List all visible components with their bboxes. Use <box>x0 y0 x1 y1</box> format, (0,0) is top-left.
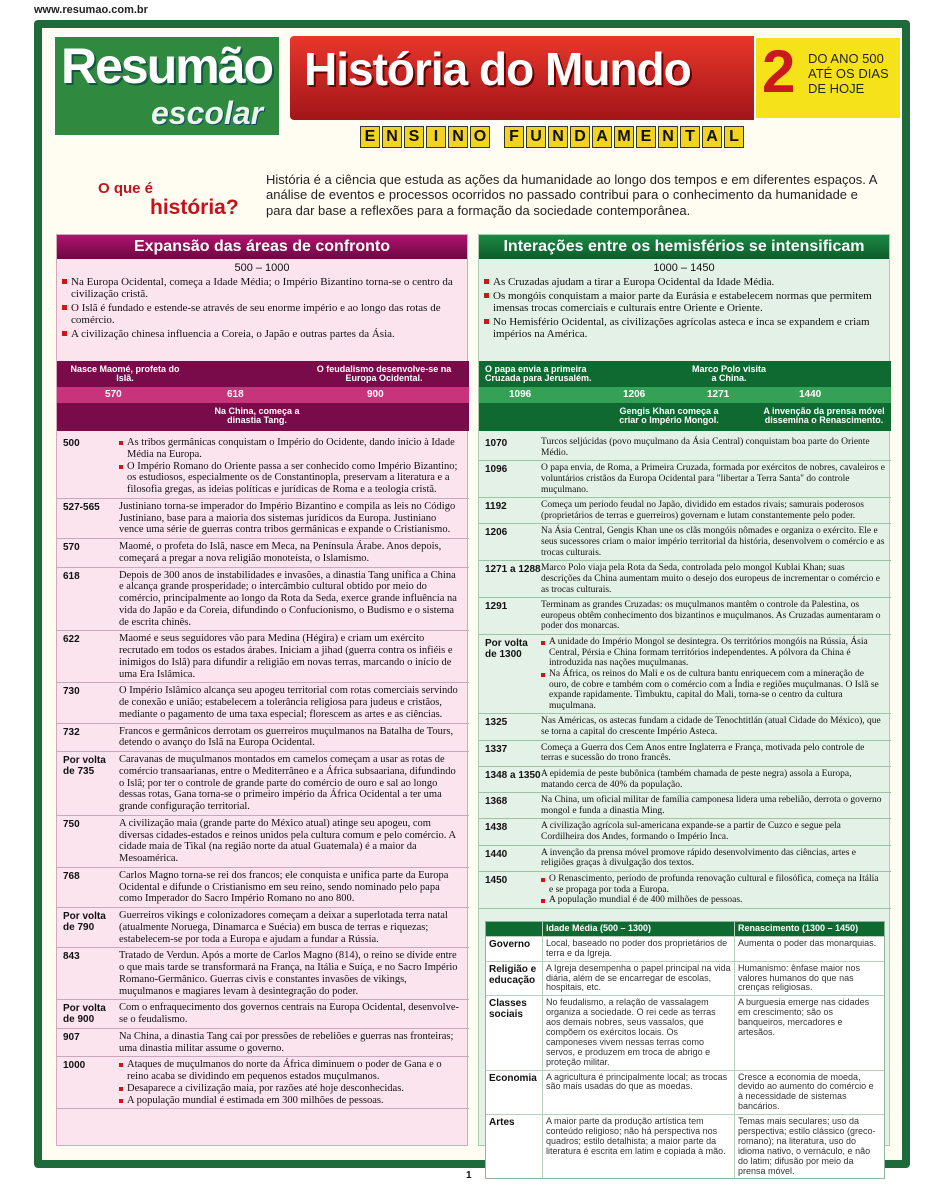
event-text: Na China, a dinastia Tang cai por pressões de rebeliões e guerras nas fronteiras; uma dinastia militar assume o governo. <box>119 1030 454 1054</box>
event-year: 1368 <box>485 796 508 808</box>
comparison-medieval: A agricultura é principalmente local; as trocas são mais usadas do que as moedas. <box>542 1071 734 1115</box>
event-row <box>57 683 469 723</box>
event-text: Com o enfraquecimento dos governos centrais na Europa Ocidental, desenvolve-se o feudalismo. <box>119 1002 459 1025</box>
event-row <box>57 752 469 816</box>
comparison-key: Governo <box>489 938 531 950</box>
timeline-label: A invenção da prensa móvel dissemina o Renascimento. <box>763 406 885 426</box>
event-year: 730 <box>63 686 80 698</box>
event-text: Turcos seljúcidas (povo muçulmano da Ásia Central) conquistam boa parte do Oriente Médio. <box>541 437 870 458</box>
event-row <box>479 461 891 498</box>
comparison-col-renaissance: Renascimento (1300 – 1450) <box>734 922 884 936</box>
comparison-col-medieval: Idade Média (500 – 1300) <box>542 922 734 936</box>
level-banner <box>360 126 744 148</box>
event-bullet: Na África, os reinos do Mali e os de cultura bantu enriquecem com a mineração de ouro, de cobre e também com o comércio com a Índia e regiões muçulmanas. O Islã se expande rapidamente. Timbuktu, capital do Mali, torna-se o centro da cultura muçulmana. <box>541 669 885 712</box>
level-letter: F <box>504 126 524 148</box>
comparison-body <box>486 936 884 1179</box>
comparison-row <box>486 995 884 1069</box>
comparison-renaissance: Aumenta o poder das monarquias. <box>734 937 884 961</box>
event-year: 1325 <box>485 717 508 729</box>
event-row <box>479 435 891 461</box>
event-row <box>479 635 891 714</box>
event-row <box>479 524 891 561</box>
comparison-medieval: A maior parte da produção artística tem conteúdo religioso; não há perspectiva nos quadros; estilo detalhista; a maior parte da literatura é escrita em latim e copiada à mão. <box>542 1115 734 1178</box>
event-year: 570 <box>63 542 80 553</box>
event-row <box>479 498 891 524</box>
timeline-year: 618 <box>227 389 244 400</box>
event-text: Tratado de Verdun. Após a morte de Carlos Magno (814), o reino se divide entre o que mais tarde se transformará na França, na Itália e Suíça, e no Sacro Império Romano-Germânico. Guerras civis e constantes invasões de vikings, muçulmanos e magiares levam à desintegração do poder. <box>119 950 458 997</box>
event-year: 1096 <box>485 464 508 476</box>
summary-bullet: As Cruzadas ajudam a tirar a Europa Ocidental da Idade Média. <box>479 276 889 288</box>
event-year: 1438 <box>485 822 508 834</box>
event-year: 1440 <box>485 848 508 860</box>
event-year: 527-565 <box>63 501 100 513</box>
logo <box>52 34 282 138</box>
page-inner <box>42 28 902 1176</box>
logo-title: Resumão <box>61 38 273 94</box>
event-text: Justiniano torna-se imperador do Império Bizantino e compila as leis no Código Justiniano, base para a maioria dos sistemas jurídicos da Europa. Justiniano vence uma série de guerras contra tribos germânicas e expande o Cristianismo. <box>119 500 456 536</box>
level-letter: N <box>448 126 468 148</box>
event-bullet: Ataques de muçulmanos do norte da África diminuem o poder de Gana e o reino acaba se dividindo em pequenos estados muçulmanos. <box>119 1059 463 1083</box>
level-letter: S <box>404 126 424 148</box>
event-row <box>479 846 891 872</box>
event-bullet: Desaparece a civilização maia, por razões até hoje desconhecidas. <box>119 1083 463 1095</box>
event-text: Terminam as grandes Cruzadas: os muçulmanos mantêm o controle da Palestina, os europeus obtêm conhecimento dos bizantinos e muçulmanos. As Cruzadas aumentaram o poder dos monarcas. <box>541 600 881 632</box>
comparison-row <box>486 1114 884 1178</box>
level-letter <box>492 126 502 148</box>
title-banner <box>290 36 760 120</box>
right-column-title: Interações entre os hemisférios se intensificam <box>479 235 889 259</box>
level-letter: U <box>526 126 546 148</box>
event-text <box>119 1059 469 1106</box>
comparison-renaissance: A burguesia emerge nas cidades em crescimento; são os banqueiros, mercadores e artesãos. <box>734 996 884 1069</box>
event-year: 622 <box>63 634 80 646</box>
event-year: 750 <box>63 818 80 830</box>
event-year: 768 <box>63 870 80 882</box>
event-text: Maomé, o profeta do Islã, nasce em Meca, na Península Árabe. Anos depois, começará a pregar a nova religião monoteísta, o Islamismo. <box>119 541 442 564</box>
right-bullets <box>479 276 889 340</box>
event-text: Depois de 300 anos de instabilidades e invasões, a dinastia Tang unifica a China e alcança grande prosperidade; o intercâmbio cultural obtido por meio do comércio, principalmente ao longo da Rota da Seda, exerce grande influência na vida do Japão e da Coreia, difundindo o Confucionismo, o Budismo e o sistema de escrita chinês. <box>119 569 457 628</box>
level-letter: O <box>470 126 490 148</box>
level-letter: N <box>548 126 568 148</box>
event-row <box>57 435 469 499</box>
event-year: Por volta de 1300 <box>485 638 528 660</box>
event-year: 1206 <box>485 527 508 539</box>
event-row <box>57 724 469 753</box>
event-row <box>57 908 469 948</box>
event-year: 1291 <box>485 601 508 613</box>
timeline-label: Marco Polo visita a China. <box>691 364 767 384</box>
event-year: Por volta de 900 <box>63 1003 106 1026</box>
left-bullets <box>57 276 467 340</box>
page-title: História do Mundo <box>304 43 691 95</box>
event-year: 843 <box>63 951 80 963</box>
event-row <box>57 499 469 539</box>
comparison-key: Artes <box>489 1117 515 1129</box>
event-year: 1070 <box>485 438 508 449</box>
event-year: Por volta de 790 <box>63 911 106 933</box>
summary-bullet: Na Europa Ocidental, começa a Idade Média; o Império Bizantino torna-se o centro da civilização cristã. <box>57 276 467 300</box>
comparison-corner <box>486 922 542 936</box>
event-text <box>541 637 891 711</box>
logo-subtitle: escolar <box>151 95 264 131</box>
event-year: 907 <box>63 1031 80 1043</box>
timeline-label: O papa envia a primeira Cruzada para Jerusalém. <box>485 364 592 384</box>
event-row <box>57 631 469 683</box>
level-letter: M <box>614 126 634 148</box>
level-letter: L <box>724 126 744 148</box>
page-number: 1 <box>466 1170 472 1181</box>
event-text: Na China, um oficial militar de família camponesa lidera uma rebelião, derrota o governo mongol e funda a dinastia Ming. <box>541 795 882 816</box>
comparison-row <box>486 1070 884 1115</box>
event-year: Por volta de 735 <box>63 755 106 777</box>
summary-bullet: No Hemisfério Ocidental, as civilizações agrícolas asteca e inca se expandem e criam impérios na América. <box>479 316 889 340</box>
event-year: 1271 a 1288 <box>485 564 541 576</box>
event-year: 1348 a 1350 <box>485 769 541 781</box>
event-bullet: A população mundial é de 400 milhões de pessoas. <box>541 895 885 906</box>
left-events <box>57 435 469 1109</box>
event-row <box>57 539 469 568</box>
timeline-year: 1206 <box>623 389 646 400</box>
right-events <box>479 435 891 909</box>
event-year: 1000 <box>63 1060 86 1072</box>
right-timeline <box>479 361 891 431</box>
comparison-renaissance: Temas mais seculares; uso da perspectiva; estilo clássico (greco-romano); na literatura, uso do idioma nativo, o vernáculo, e não do latim; difusão por meio da prensa móvel. <box>734 1115 884 1178</box>
event-year: 618 <box>63 570 80 582</box>
comparison-renaissance: Humanismo: ênfase maior nos valores humanos do que nas crenças religiosas. <box>734 962 884 996</box>
event-text <box>541 874 891 906</box>
comparison-key: Economia <box>489 1072 537 1084</box>
summary-bullet: A civilização chinesa influencia a Coreia, o Japão e outras partes da Ásia. <box>57 328 467 340</box>
event-bullet: A população mundial é estimada em 300 milhões de pessoas. <box>119 1095 463 1107</box>
event-text: Começa um período feudal no Japão, dividido em estados rivais; samurais poderosos (proprietários de terras e guerreiros) governam e lutam constantemente pelo poder. <box>541 500 864 521</box>
timeline-strip <box>479 387 891 403</box>
comparison-key: Classes sociais <box>489 998 527 1021</box>
event-text: A civilização agrícola sul-americana expande-se a partir de Cuzco e segue pela Cordilheira dos Andes, formando o Império Inca. <box>541 821 841 842</box>
level-letter: E <box>636 126 656 148</box>
event-text: O papa envia, de Roma, a Primeira Cruzada, formada por exércitos de nobres, cavaleiros e voluntários cristãos da Europa Ocidental para "libertar a Terra Santa" do controle muçulmano. <box>541 463 885 495</box>
event-text: A epidemia de peste bubônica (também chamada de peste negra) assola a Europa, matando cerca de 40% da população. <box>541 768 852 790</box>
timeline-year: 1440 <box>799 389 822 400</box>
volume-number: 2 <box>762 38 796 105</box>
comparison-medieval: A Igreja desempenha o papel principal na vida diária, além de se encarregar de escolas, hospitais, etc. <box>542 962 734 996</box>
event-row <box>479 793 891 819</box>
timeline-label: Nasce Maomé, profeta do Islã. <box>70 364 180 384</box>
event-text: A civilização maia (grande parte do México atual) atinge seu apogeu, com diversas cidades-estados e reinos unidos pela cultura comum e pelo comércio. A cidade maia de Tikal (na região norte da atual Guatemala) é a maior da Mesoamérica. <box>119 817 456 864</box>
intro-text: História é a ciência que estuda as ações da humanidade ao longo dos tempos e em diferentes espaços. A análise de eventos e processos ocorridos no passado contribui para o conhecimento da humanidade e para dar base a reflexões para a formação da sociedade contemporânea. <box>266 172 877 218</box>
event-year: 1337 <box>485 743 508 755</box>
timeline-year: 1271 <box>707 389 730 400</box>
event-bullet: O Império Romano do Oriente passa a ser conhecido como Império Bizantino; os estudiosos, especialmente os de Constantinopla, preservam a literatura e a filosofia gregas, as ideias políticas e jurídicas de Roma e a teologia cristã. <box>119 461 463 496</box>
event-row <box>57 568 469 632</box>
level-letter: N <box>382 126 402 148</box>
question-line-1: O que é <box>98 180 154 197</box>
right-column <box>478 234 890 1176</box>
event-text: Francos e germânicos derrotam os guerreiros muçulmanos na Batalha de Tours, detendo o avanço do Islã na Europa Ocidental. <box>119 725 454 749</box>
event-row <box>479 819 891 845</box>
event-bullet: A unidade do Império Mongol se desintegra. Os territórios mongóis na Rússia, Ásia Central, Pérsia e China formam territórios independentes. A pólvora da China é introduzida nas nações muçulmanas. <box>541 637 885 669</box>
event-row <box>479 714 891 740</box>
event-row <box>479 872 891 909</box>
site-url[interactable]: www.resumao.com.br <box>34 4 148 16</box>
timeline-label: O feudalismo desenvolve-se na Europa Ocidental. <box>316 364 452 384</box>
page-frame <box>34 20 910 1176</box>
summary-bullet: O Islã é fundado e estende-se através de seu enorme império e ao longo das rotas de comércio. <box>57 302 467 326</box>
timeline-strip <box>57 387 469 403</box>
event-row <box>479 561 891 598</box>
timeline-year: 900 <box>367 389 384 400</box>
volume-description: DO ANO 500 ATÉ OS DIAS DE HOJE <box>808 51 889 96</box>
event-row <box>479 741 891 767</box>
summary-bullet: Os mongóis conquistam a maior parte da Eurásia e estabelecem normas que permitem imensas trocas comerciais e culturais entre Oriente e Oriente. <box>479 290 889 314</box>
event-text <box>119 437 469 496</box>
event-year: 500 <box>63 438 80 449</box>
volume-badge <box>754 36 902 120</box>
event-row <box>57 1057 469 1109</box>
level-letter: A <box>702 126 722 148</box>
event-text: Nas Américas, os astecas fundam a cidade de Tenochtitlán (atual Cidade do México), que se torna a capital do crescente Império Asteca. <box>541 716 881 737</box>
comparison-medieval: Local, baseado no poder dos proprietários de terra e da Igreja. <box>542 937 734 961</box>
event-text: O Império Islâmico alcança seu apogeu territorial com rotas comerciais servindo de conexão e união; estabelecem a tolerância religiosa para judeus e cristãos, mediante o pagamento de uma taxa especial; florescem as artes e as ciências. <box>119 685 458 720</box>
event-text: Começa a Guerra dos Cem Anos entre Inglaterra e França, motivada pelo controle de terras e sucessão do trono francês. <box>541 742 865 764</box>
event-text: Caravanas de muçulmanos montados em camelos começam a usar as rotas de comércio transaarianas, entre o Mediterrâneo e a África subsaariana, difundindo o Islã; por ter o controle de grande parte do comércio de ouro e sal ao longo dessas rotas, Gana torna-se o primeiro império da África Ocidental a ter uma grande configuração territorial. <box>119 754 456 812</box>
left-column <box>56 234 468 1146</box>
left-range: 500 – 1000 <box>234 262 290 274</box>
comparison-header <box>486 922 884 936</box>
left-column-title: Expansão das áreas de confronto <box>57 235 467 259</box>
event-year: 732 <box>63 726 80 738</box>
event-row <box>479 598 891 635</box>
comparison-table <box>485 921 885 1179</box>
timeline-year: 1096 <box>509 389 532 400</box>
timeline-label: Na China, começa a dinastia Tang. <box>214 406 300 426</box>
event-text: A invenção da prensa móvel promove rápido desenvolvimento das ciências, artes e religiões graças à divulgação dos textos. <box>541 847 856 869</box>
event-year: 1192 <box>485 501 507 513</box>
event-row <box>57 816 469 868</box>
event-text: Marco Polo viaja pela Rota da Seda, controlada pelo mongol Kublai Khan; suas descrições da China aumentam muito o desejo dos europeus de incrementar o comércio e as trocas culturais. <box>541 563 880 595</box>
timeline-year: 570 <box>105 389 122 400</box>
comparison-key: Religião e educação <box>489 963 537 986</box>
event-text: Guerreiros vikings e colonizadores começam a deixar a superlotada terra natal (atualmente Noruega, Dinamarca e Suécia) em busca de terras e riquezas; estabelecem-se por toda a Europa e ajudam a fundar a Rússia. <box>119 910 448 945</box>
question-line-2: história? <box>150 196 239 219</box>
comparison-renaissance: Cresce a economia de moeda, devido ao aumento do comércio e à necessidade de sistemas bancários. <box>734 1071 884 1115</box>
comparison-medieval: No feudalismo, a relação de vassalagem organiza a sociedade. O rei cede as terras aos demais nobres, seus vassalos, que compõem os exércitos locais. Os camponeses vivem nessas terras como servos, e produzem em troca de abrigo e proteção militar. <box>542 996 734 1069</box>
level-letter: A <box>592 126 612 148</box>
level-letter: I <box>426 126 446 148</box>
level-letter: E <box>360 126 380 148</box>
event-row <box>57 868 469 908</box>
comparison-row <box>486 936 884 961</box>
event-year: 1450 <box>485 874 508 886</box>
event-text: Maomé e seus seguidores vão para Medina (Hégira) e criam um exército recrutado em todos os estados árabes. Iniciam a jihad (guerra contra os infiéis e inimigos do Islã) para difundir a religião em novas terras, marcando o início de uma Era Islâmica. <box>119 633 453 680</box>
comparison-row <box>486 961 884 996</box>
event-bullet: As tribos germânicas conquistam o Império do Ocidente, dando início à Idade Média na Europa. <box>119 437 463 461</box>
level-letter: D <box>570 126 590 148</box>
left-timeline <box>57 361 469 431</box>
level-letter: T <box>680 126 700 148</box>
event-text: Na Ásia Central, Gengis Khan une os clãs mongóis nômades e organiza o exército. Ele e seus sucessores criam o maior império territorial da história, desenvolvem o comércio e as trocas culturais. <box>541 526 885 558</box>
level-letter: N <box>658 126 678 148</box>
event-row <box>57 1000 469 1029</box>
right-range: 1000 – 1450 <box>653 262 715 274</box>
event-row <box>57 1029 469 1058</box>
event-row <box>57 948 469 1000</box>
timeline-label: Gengis Khan começa a criar o Império Mongol. <box>619 406 719 426</box>
event-text: Carlos Magno torna-se rei dos francos; ele conquista e unifica parte da Europa Ocidental e difunde o Cristianismo em seu reino, sendo nominado pelo papa como Imperador do Sacro Império Romano no ano 800. <box>119 869 449 905</box>
event-row <box>479 767 891 793</box>
event-bullet: O Renascimento, período de profunda renovação cultural e filosófica, começa na Itália e se propaga por toda a Europa. <box>541 874 885 895</box>
